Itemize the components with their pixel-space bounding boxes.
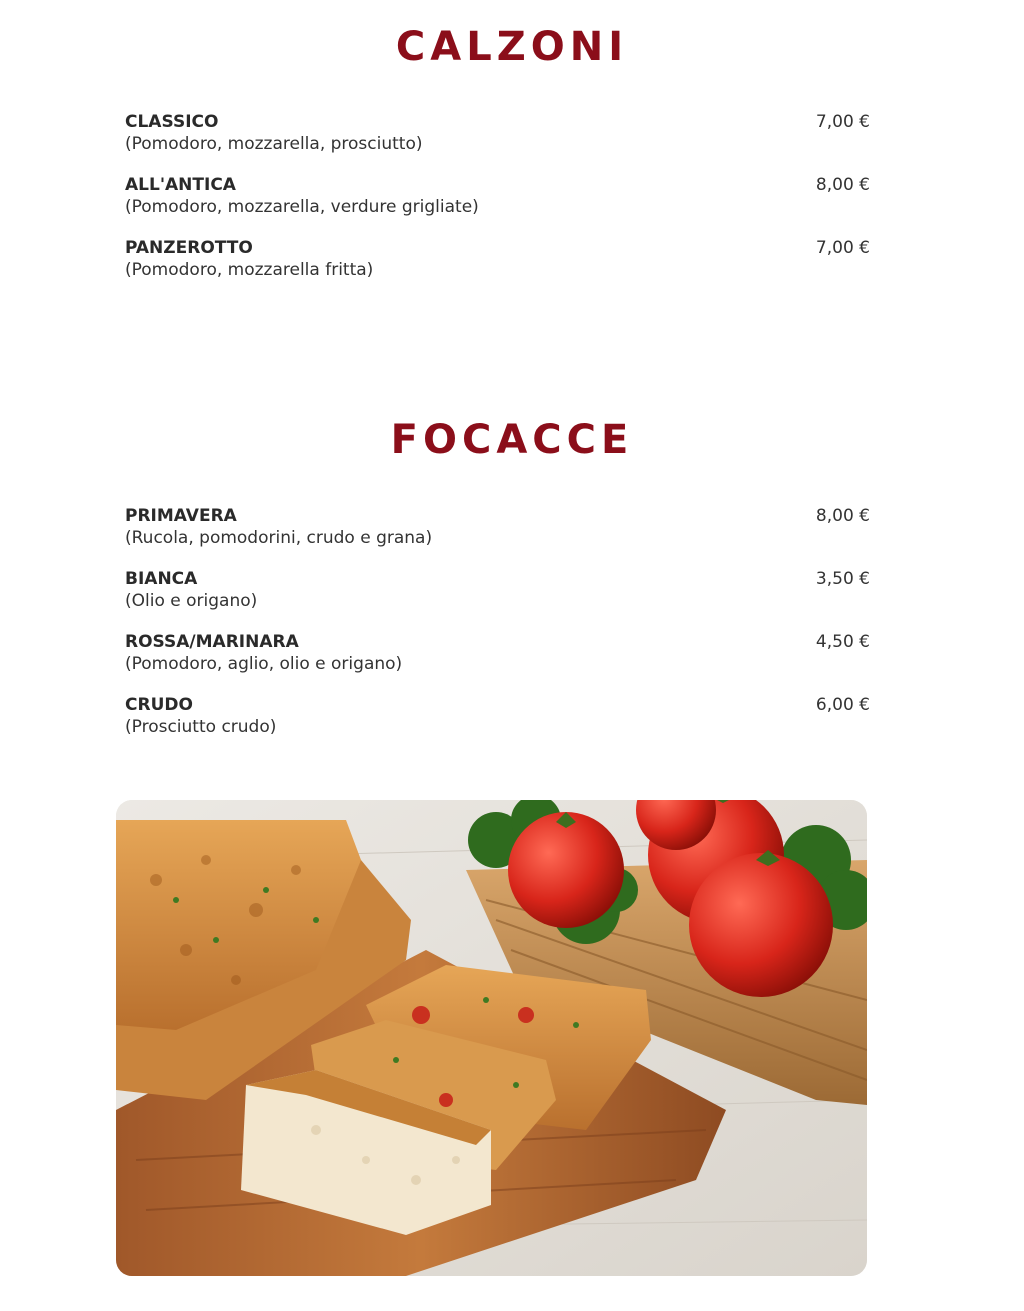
item-description: (Olio e origano) <box>125 591 258 611</box>
item-price: 4,50 € <box>815 632 870 652</box>
item-description: (Pomodoro, mozzarella, prosciutto) <box>125 134 423 154</box>
menu-item <box>125 174 870 237</box>
item-name: CRUDO <box>125 695 193 715</box>
focaccia-illustration <box>116 800 867 1276</box>
item-name: CLASSICO <box>125 112 219 132</box>
item-description: (Prosciutto crudo) <box>125 717 277 737</box>
item-description: (Pomodoro, mozzarella, verdure grigliate) <box>125 197 479 217</box>
calzoni-list <box>125 111 870 300</box>
item-name: BIANCA <box>125 569 198 589</box>
item-price: 8,00 € <box>815 175 870 195</box>
item-price: 7,00 € <box>815 112 870 132</box>
item-price: 3,50 € <box>815 569 870 589</box>
menu-item <box>125 694 870 757</box>
menu-item <box>125 237 870 300</box>
menu-item <box>125 568 870 631</box>
item-name: ALL'ANTICA <box>125 175 236 195</box>
focacce-title: FOCACCE <box>390 417 634 463</box>
item-name: ROSSA/MARINARA <box>125 632 299 652</box>
item-price: 7,00 € <box>815 238 870 258</box>
menu-item <box>125 505 870 568</box>
focacce-list <box>125 505 870 757</box>
item-price: 6,00 € <box>815 695 870 715</box>
menu-item <box>125 631 870 694</box>
item-description: (Rucola, pomodorini, crudo e grana) <box>125 528 433 548</box>
item-name: PRIMAVERA <box>125 506 237 526</box>
item-price: 8,00 € <box>815 506 870 526</box>
item-name: PANZEROTTO <box>125 238 253 258</box>
calzoni-title: CALZONI <box>395 24 629 70</box>
item-description: (Pomodoro, mozzarella fritta) <box>125 260 374 280</box>
focaccia-photo <box>116 800 867 1276</box>
item-description: (Pomodoro, aglio, olio e origano) <box>125 654 403 674</box>
menu-item <box>125 111 870 174</box>
